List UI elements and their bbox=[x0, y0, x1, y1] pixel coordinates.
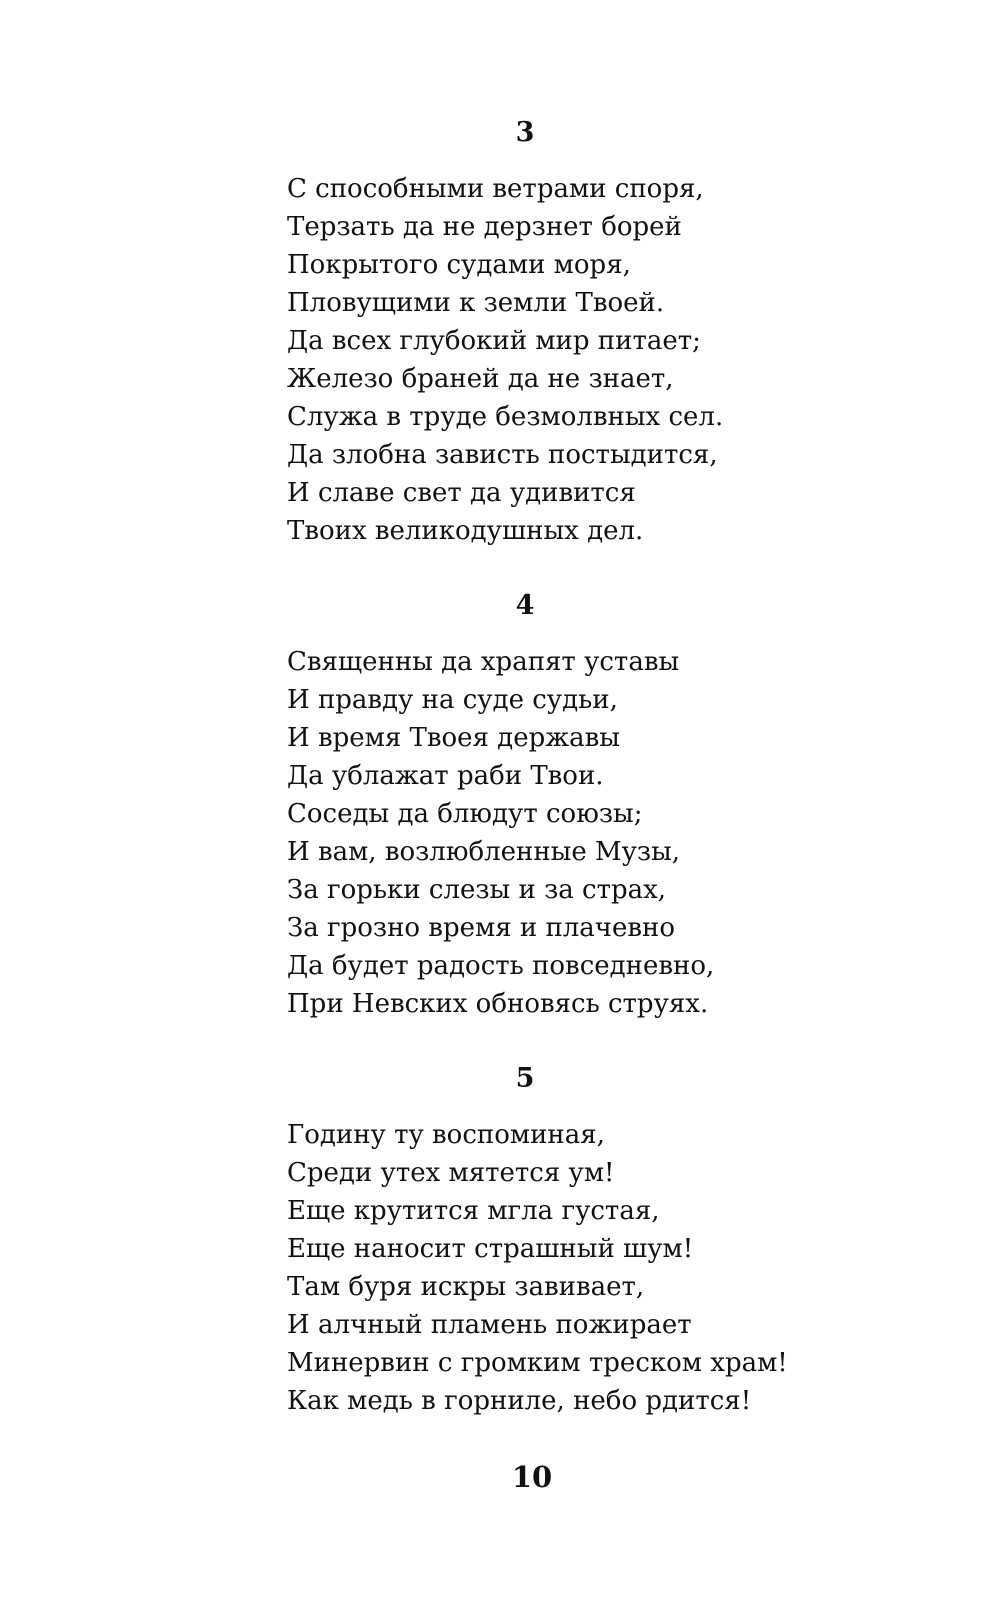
verse-line: Еще крутится мгла густая, bbox=[287, 1196, 660, 1226]
verse-line: И вам, возлюбленные Музы, bbox=[287, 837, 681, 867]
verse-line: Еще наносит страшный шум! bbox=[287, 1234, 694, 1264]
verse-line: И славе свет да удивится bbox=[287, 478, 636, 508]
verse-line: Минервин с громким треском храм! bbox=[287, 1348, 788, 1378]
stanza-lines bbox=[287, 643, 714, 1023]
verse-line: Да злобна зависть постыдится, bbox=[287, 440, 718, 470]
verse-line: Покрытого судами моря, bbox=[287, 250, 631, 280]
verse-line: Железо браней да не знает, bbox=[287, 364, 674, 394]
verse-line: Терзать да не дерзнет борей bbox=[287, 212, 682, 242]
verse-line: При Невских обновясь струях. bbox=[287, 989, 709, 1019]
verse-line: И правду на суде судьи, bbox=[287, 685, 618, 715]
stanza-number: 3 bbox=[515, 117, 535, 148]
verse-line: Годину ту воспоминая, bbox=[287, 1120, 605, 1150]
stanza-lines bbox=[287, 170, 723, 550]
verse-line: Да ублажат раби Твои. bbox=[287, 761, 604, 791]
verse-line: Да будет радость повседневно, bbox=[287, 951, 715, 981]
verse-line: Да всех глубокий мир питает; bbox=[287, 326, 701, 356]
verse-line: И алчный пламень пожирает bbox=[287, 1310, 692, 1340]
verse-line: Твоих великодушных дел. bbox=[287, 516, 644, 546]
verse-line: И время Твоея державы bbox=[287, 723, 620, 753]
verse-line: Пловущими к земли Твоей. bbox=[287, 288, 665, 318]
verse-line: За горьки слезы и за страх, bbox=[287, 875, 667, 905]
verse-line: Как медь в горниле, небо рдится! bbox=[287, 1386, 752, 1416]
verse-line: Соседы да блюдут союзы; bbox=[287, 799, 643, 829]
stanza-lines bbox=[287, 1116, 788, 1420]
verse-line: За грозно время и плачевно bbox=[287, 913, 676, 943]
stanza-number: 5 bbox=[515, 1063, 535, 1094]
verse-line: С способными ветрами споря, bbox=[287, 174, 704, 204]
verse-line: Там буря искры завивает, bbox=[287, 1272, 645, 1302]
verse-line: Служа в труде безмолвных сел. bbox=[287, 402, 724, 432]
page-number: 10 bbox=[511, 1460, 553, 1494]
verse-line: Священны да храпят уставы bbox=[287, 647, 680, 677]
stanza-number: 4 bbox=[515, 590, 535, 621]
verse-line: Среди утех мятется ум! bbox=[287, 1158, 615, 1188]
